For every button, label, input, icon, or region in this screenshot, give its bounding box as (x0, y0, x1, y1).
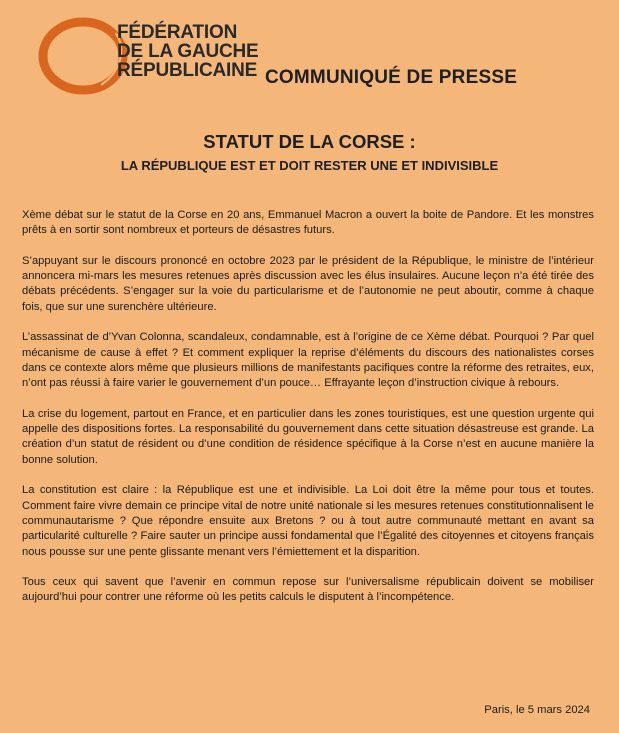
org-name-line-2: DE LA GAUCHE (117, 41, 259, 62)
body-paragraph: S’appuyant sur le discours prononcé en octobre 2023 par le président de la République, le ministre de l’intérieur annoncera mi-mars les mesures retenues après discussion avec les élus insulaires. Aucune leçon n’a été tirée des débats précédents. S’engager sur la voie du particularisme et de l’autonomie ne peut aboutir, comme à chaque fois, que sur une surenchère ultérieure. (22, 254, 594, 313)
body-paragraph: L’assassinat de d’Yvan Colonna, scandaleux, condamnable, est à l’origine de ce Xème débat. Pourquoi ? Par quel mécanisme de cause à effet ? Et comment expliquer la reprise d’éléments du discours des nationalistes corses dans ce contexte alors même que plusieurs millions de manifestants pacifiques contre la réforme des retraites, eux, n’ont pas réussi à faire varier le gouvernement d’un pouce… Effrayante leçon d’instruction civique à rebours. (22, 331, 594, 390)
body-paragraph: Tous ceux qui savent que l’avenir en commun repose sur l’universalisme républicain doivent se mobiliser aujourd’hui pour contrer une réforme où les petits calculs le disputent à l’incompétence. (22, 576, 594, 604)
org-name-line-3: RÉPUBLICAINE (117, 60, 258, 81)
press-release-body (22, 208, 594, 621)
body-paragraph: La constitution est claire : la République est une et indivisible. La Loi doit être la même pour tous et toutes. Comment faire vivre demain ce principe vital de notre unité nationale si les mesures retenues constitutionnalisent le communautarisme ? Que répondre ensuite aux Bretons ? ou à tout autre communauté mettant en avant sa particularité culturelle ? Faire sauter un principe aussi fondamental que l’Égalité des citoyennes et citoyens français nous pousse sur une pente glissante menant vers l’émiettement et la disparition. (22, 484, 594, 558)
body-paragraph: La crise du logement, partout en France, et en particulier dans les zones touristiques, est une question urgente qui appelle des dispositions fortes. La responsabilité du gouvernement dans cette situation désastreuse est grande. La création d’un statut de résident ou d’une condition de résidence spécifique à la Corse n’est en aucune manière la bonne solution. (22, 407, 594, 466)
body-paragraph: Xème débat sur le statut de la Corse en 20 ans, Emmanuel Macron a ouvert la boite de Pandore. Et les monstres prêts à en sortir sont nombreux et porteurs de désastres futurs. (22, 209, 594, 237)
document-subtitle: LA RÉPUBLIQUE EST ET DOIT RESTER UNE ET INDIVISIBLE (120, 158, 499, 173)
organization-name (117, 23, 259, 80)
press-release-label: COMMUNIQUÉ DE PRESSE (265, 67, 518, 88)
org-name-line-1: FÉDÉRATION (117, 22, 238, 43)
document-title: STATUT DE LA CORSE : (203, 131, 416, 152)
date-signature: Paris, le 5 mars 2024 (484, 704, 590, 716)
